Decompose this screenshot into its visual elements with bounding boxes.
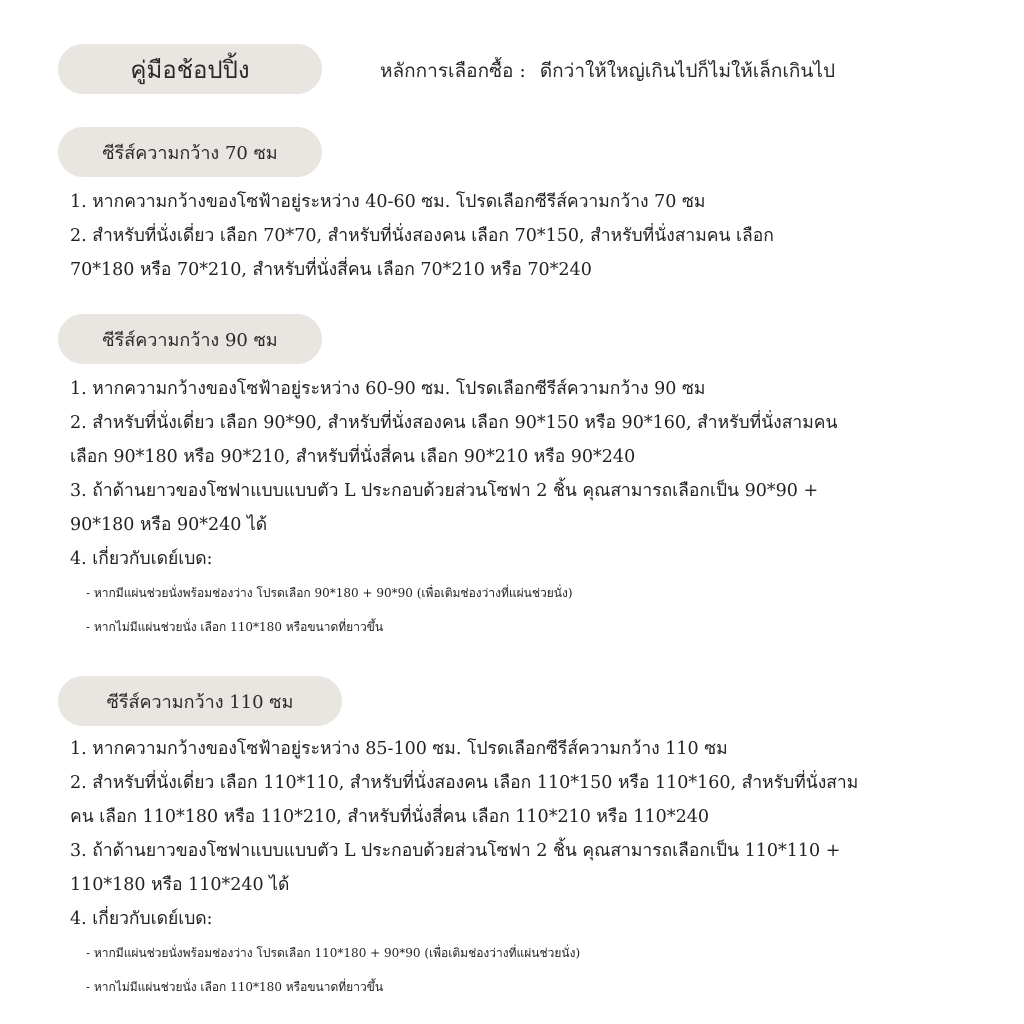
section-body-90cm bbox=[70, 372, 990, 644]
shopping-guide-title bbox=[58, 44, 322, 94]
guide-line: 4. เกี่ยวกับเดย์เบด: bbox=[70, 549, 213, 569]
guide-subline: - หากมีแผ่นช่วยนั่งพร้อมช่องว่าง โปรดเลือก 90*180 + 90*90 (เพื่อเติมช่องว่างที่แผ่นช่วยนั่ง) bbox=[86, 586, 573, 600]
section-body-70cm bbox=[70, 185, 990, 287]
section-title-110cm bbox=[58, 676, 342, 726]
selection-principle bbox=[380, 56, 835, 86]
guide-line: 2. สำหรับที่นั่งเดี่ยว เลือก 70*70, สำหรับที่นั่งสองคน เลือก 70*150, สำหรับที่นั่งสามคน เลือก bbox=[70, 226, 774, 246]
guide-line: 2. สำหรับที่นั่งเดี่ยว เลือก 110*110, สำหรับที่นั่งสองคน เลือก 110*150 หรือ 110*160, สำหรับที่นั่งสาม bbox=[70, 773, 859, 793]
guide-line: เลือก 90*180 หรือ 90*210, สำหรับที่นั่งสี่คน เลือก 90*210 หรือ 90*240 bbox=[70, 447, 636, 467]
guide-line: 1. หากความกว้างของโซฟ้าอยู่ระหว่าง 85-100 ซม. โปรดเลือกซีรีส์ความกว้าง 110 ซม bbox=[70, 739, 728, 759]
guide-line: 110*180 หรือ 110*240 ได้ bbox=[70, 875, 290, 895]
guide-line: 2. สำหรับที่นั่งเดี่ยว เลือก 90*90, สำหรับที่นั่งสองคน เลือก 90*150 หรือ 90*160, สำหรับที่นั่งสามคน bbox=[70, 413, 838, 433]
principle-label: หลักการเลือกซื้อ bbox=[380, 60, 514, 82]
guide-line: 3. ถ้าด้านยาวของโซฟาแบบแบบตัว L ประกอบด้วยส่วนโซฟา 2 ชิ้น คุณสามารถเลือกเป็น 90*90 + bbox=[70, 481, 819, 501]
guide-line: 90*180 หรือ 90*240 ได้ bbox=[70, 515, 268, 535]
section-title-text: ซีรีส์ความกว้าง 90 ซม bbox=[102, 329, 278, 351]
guide-line: 1. หากความกว้างของโซฟ้าอยู่ระหว่าง 40-60 ซม. โปรดเลือกซีรีส์ความกว้าง 70 ซม bbox=[70, 192, 706, 212]
section-title-70cm bbox=[58, 127, 322, 177]
principle-text: ดีกว่าให้ใหญ่เกินไปก็ไม่ให้เล็กเกินไป bbox=[539, 60, 836, 82]
guide-subline: - หากมีแผ่นช่วยนั่งพร้อมช่องว่าง โปรดเลือก 110*180 + 90*90 (เพื่อเติมช่องว่างที่แผ่นช่วยนั่ง) bbox=[86, 946, 581, 960]
guide-line: 1. หากความกว้างของโซฟ้าอยู่ระหว่าง 60-90 ซม. โปรดเลือกซีรีส์ความกว้าง 90 ซม bbox=[70, 379, 706, 399]
section-body-110cm bbox=[70, 732, 990, 1004]
principle-separator: : bbox=[519, 60, 526, 82]
guide-subline: - หากไม่มีแผ่นช่วยนั่ง เลือก 110*180 หรือขนาดที่ยาวขึ้น bbox=[86, 620, 384, 634]
guide-line: 4. เกี่ยวกับเดย์เบด: bbox=[70, 909, 213, 929]
guide-line: 70*180 หรือ 70*210, สำหรับที่นั่งสี่คน เลือก 70*210 หรือ 70*240 bbox=[70, 260, 592, 280]
guide-line: 3. ถ้าด้านยาวของโซฟาแบบแบบตัว L ประกอบด้วยส่วนโซฟา 2 ชิ้น คุณสามารถเลือกเป็น 110*110 + bbox=[70, 841, 841, 861]
guide-title-text: คู่มือช้อปปิ้ง bbox=[130, 55, 250, 84]
guide-line: คน เลือก 110*180 หรือ 110*210, สำหรับที่นั่งสี่คน เลือก 110*210 หรือ 110*240 bbox=[70, 807, 709, 827]
section-title-90cm bbox=[58, 314, 322, 364]
guide-subline: - หากไม่มีแผ่นช่วยนั่ง เลือก 110*180 หรือขนาดที่ยาวขึ้น bbox=[86, 980, 384, 994]
section-title-text: ซีรีส์ความกว้าง 110 ซม bbox=[106, 691, 294, 713]
section-title-text: ซีรีส์ความกว้าง 70 ซม bbox=[102, 142, 278, 164]
